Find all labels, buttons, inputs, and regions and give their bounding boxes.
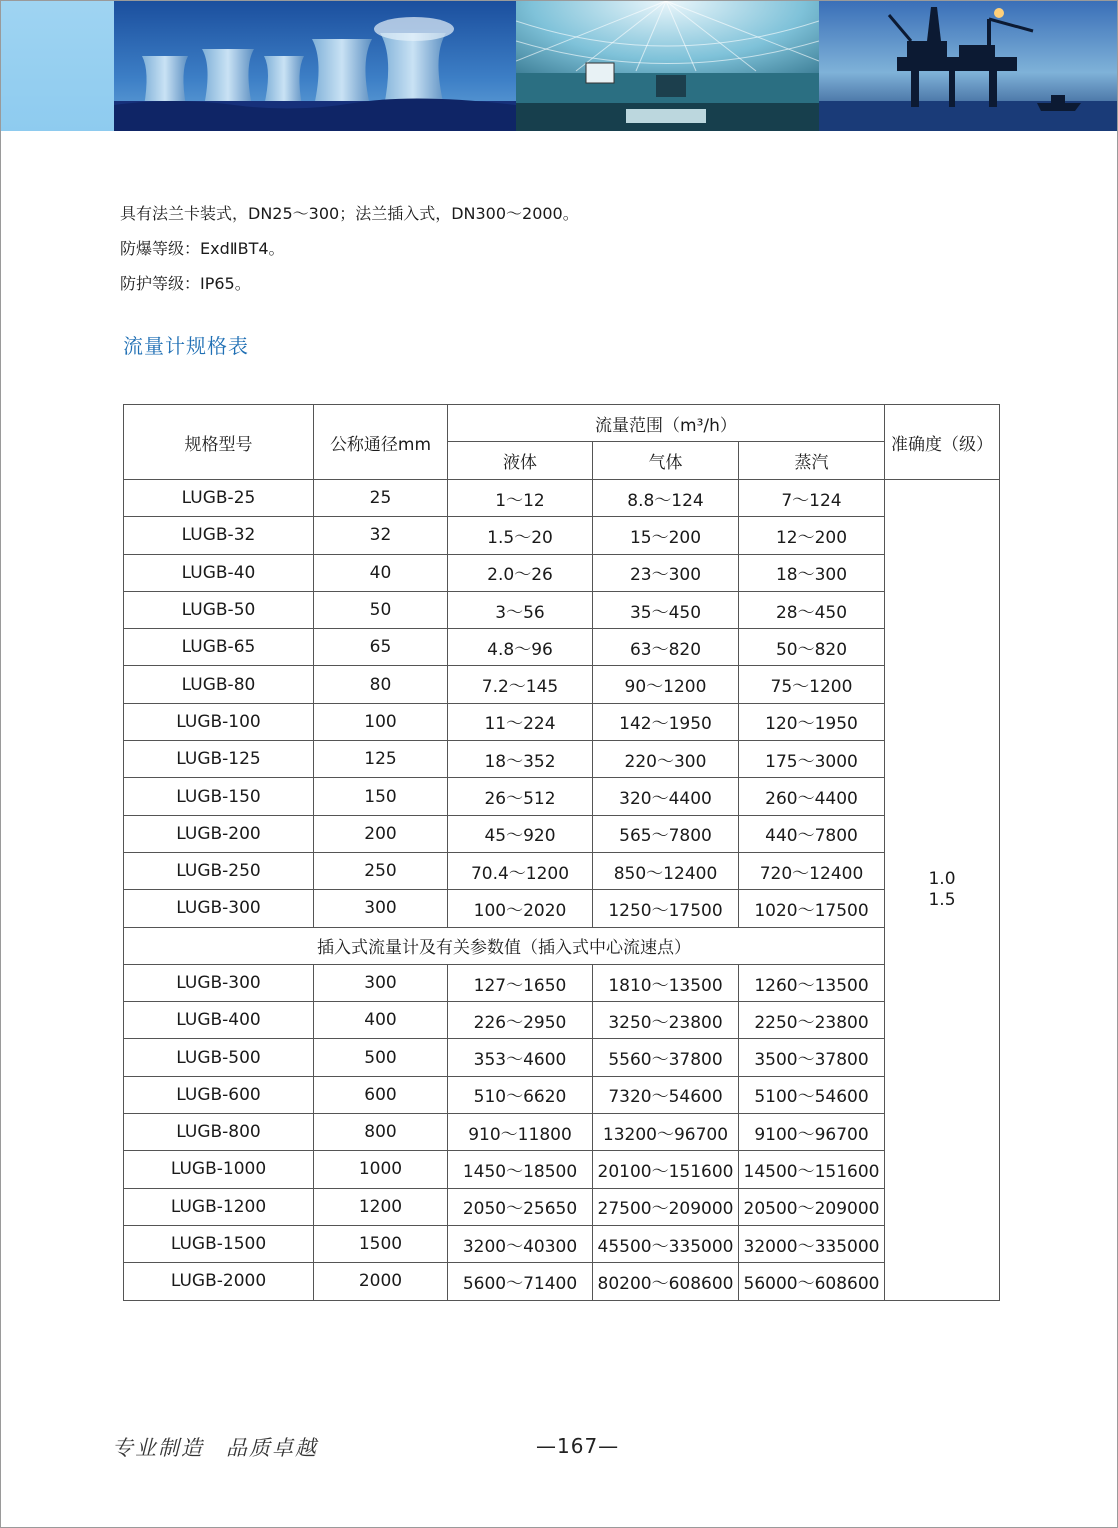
gas-range-cell: 320～4400 <box>593 778 739 815</box>
header-banner <box>1 1 1117 131</box>
diameter-cell: 400 <box>314 1002 448 1039</box>
gas-range-cell: 13200～96700 <box>593 1114 739 1151</box>
steam-range-cell: 7～124 <box>739 480 885 517</box>
diameter-cell: 200 <box>314 815 448 852</box>
diameter-cell: 300 <box>314 964 448 1001</box>
gas-range-cell: 20100～151600 <box>593 1151 739 1188</box>
slogan-part-2: 品质卓越 <box>226 1436 318 1460</box>
steam-range-cell: 260～4400 <box>739 778 885 815</box>
table-row <box>124 852 1000 889</box>
gas-range-cell: 80200～608600 <box>593 1263 739 1300</box>
table-row <box>124 554 1000 591</box>
gas-range-cell: 850～12400 <box>593 852 739 889</box>
steam-range-cell: 28～450 <box>739 591 885 628</box>
model-cell: LUGB-50 <box>124 591 314 628</box>
steam-range-cell: 9100～96700 <box>739 1114 885 1151</box>
diameter-cell: 300 <box>314 890 448 927</box>
gas-range-cell: 27500～209000 <box>593 1188 739 1225</box>
steam-range-cell: 20500～209000 <box>739 1188 885 1225</box>
control-room-photo <box>516 1 819 131</box>
table-row <box>124 1225 1000 1262</box>
table-row <box>124 815 1000 852</box>
liquid-range-cell: 45～920 <box>448 815 593 852</box>
diameter-cell: 1200 <box>314 1188 448 1225</box>
table-row <box>124 1114 1000 1151</box>
model-cell: LUGB-1000 <box>124 1151 314 1188</box>
diameter-cell: 125 <box>314 741 448 778</box>
model-cell: LUGB-125 <box>124 741 314 778</box>
gas-range-cell: 220～300 <box>593 741 739 778</box>
table-body <box>124 480 1000 1301</box>
gas-range-cell: 3250～23800 <box>593 1002 739 1039</box>
header-steam: 蒸汽 <box>739 442 885 480</box>
accuracy-cell <box>885 480 1000 1301</box>
liquid-range-cell: 1450～18500 <box>448 1151 593 1188</box>
liquid-range-cell: 3200～40300 <box>448 1225 593 1262</box>
footer-slogan <box>112 1432 318 1462</box>
steam-range-cell: 720～12400 <box>739 852 885 889</box>
banner-color-strip <box>1 1 114 131</box>
table-row <box>124 741 1000 778</box>
steam-range-cell: 18～300 <box>739 554 885 591</box>
table-row <box>124 1263 1000 1300</box>
gas-range-cell: 5560～37800 <box>593 1039 739 1076</box>
gas-range-cell: 1810～13500 <box>593 964 739 1001</box>
diameter-cell: 600 <box>314 1076 448 1113</box>
diameter-cell: 500 <box>314 1039 448 1076</box>
steam-range-cell: 56000～608600 <box>739 1263 885 1300</box>
gas-range-cell: 90～1200 <box>593 666 739 703</box>
liquid-range-cell: 353～4600 <box>448 1039 593 1076</box>
model-cell: LUGB-800 <box>124 1114 314 1151</box>
model-cell: LUGB-400 <box>124 1002 314 1039</box>
header-gas: 气体 <box>593 442 739 480</box>
steam-range-cell: 75～1200 <box>739 666 885 703</box>
table-row <box>124 964 1000 1001</box>
protection-spec: 防护等级：IP65。 <box>120 274 251 293</box>
liquid-range-cell: 4.8～96 <box>448 629 593 666</box>
model-cell: LUGB-300 <box>124 890 314 927</box>
diameter-cell: 25 <box>314 480 448 517</box>
liquid-range-cell: 910～11800 <box>448 1114 593 1151</box>
model-cell: LUGB-250 <box>124 852 314 889</box>
liquid-range-cell: 11～224 <box>448 703 593 740</box>
liquid-range-cell: 18～352 <box>448 741 593 778</box>
mounting-spec: 具有法兰卡装式，DN25～300；法兰插入式，DN300～2000。 <box>120 204 579 223</box>
header-flow-range: 流量范围（m³/h） <box>448 405 885 442</box>
flowmeter-spec-table <box>123 404 1000 1301</box>
header-liquid: 液体 <box>448 442 593 480</box>
table-row <box>124 890 1000 927</box>
table-row <box>124 629 1000 666</box>
steam-range-cell: 2250～23800 <box>739 1002 885 1039</box>
header-accuracy: 准确度（级） <box>885 405 1000 480</box>
table-row <box>124 1039 1000 1076</box>
diameter-cell: 150 <box>314 778 448 815</box>
steam-range-cell: 175～3000 <box>739 741 885 778</box>
steam-range-cell: 50～820 <box>739 629 885 666</box>
diameter-cell: 40 <box>314 554 448 591</box>
diameter-cell: 1000 <box>314 1151 448 1188</box>
steam-range-cell: 1020～17500 <box>739 890 885 927</box>
diameter-cell: 800 <box>314 1114 448 1151</box>
liquid-range-cell: 7.2～145 <box>448 666 593 703</box>
offshore-oil-rig-photo <box>819 1 1117 131</box>
liquid-range-cell: 1.5～20 <box>448 517 593 554</box>
steam-range-cell: 12～200 <box>739 517 885 554</box>
accuracy-value: 1.5 <box>928 889 956 910</box>
steam-range-cell: 120～1950 <box>739 703 885 740</box>
steam-range-cell: 440～7800 <box>739 815 885 852</box>
diameter-cell: 32 <box>314 517 448 554</box>
model-cell: LUGB-32 <box>124 517 314 554</box>
gas-range-cell: 1250～17500 <box>593 890 739 927</box>
table-row <box>124 703 1000 740</box>
table-row <box>124 666 1000 703</box>
diameter-cell: 100 <box>314 703 448 740</box>
steam-range-cell: 14500～151600 <box>739 1151 885 1188</box>
liquid-range-cell: 2050～25650 <box>448 1188 593 1225</box>
gas-range-cell: 565～7800 <box>593 815 739 852</box>
table-row <box>124 1151 1000 1188</box>
model-cell: LUGB-200 <box>124 815 314 852</box>
liquid-range-cell: 100～2020 <box>448 890 593 927</box>
diameter-cell: 250 <box>314 852 448 889</box>
insertion-section-title: 插入式流量计及有关参数值（插入式中心流速点） <box>124 927 885 964</box>
liquid-range-cell: 127～1650 <box>448 964 593 1001</box>
model-cell: LUGB-500 <box>124 1039 314 1076</box>
diameter-cell: 65 <box>314 629 448 666</box>
gas-range-cell: 35～450 <box>593 591 739 628</box>
model-cell: LUGB-100 <box>124 703 314 740</box>
header-model: 规格型号 <box>124 405 314 480</box>
diameter-cell: 1500 <box>314 1225 448 1262</box>
header-diameter: 公称通径mm <box>314 405 448 480</box>
model-cell: LUGB-150 <box>124 778 314 815</box>
gas-range-cell: 15～200 <box>593 517 739 554</box>
steam-range-cell: 5100～54600 <box>739 1076 885 1113</box>
model-cell: LUGB-1200 <box>124 1188 314 1225</box>
liquid-range-cell: 1～12 <box>448 480 593 517</box>
gas-range-cell: 142～1950 <box>593 703 739 740</box>
table-row <box>124 778 1000 815</box>
model-cell: LUGB-2000 <box>124 1263 314 1300</box>
model-cell: LUGB-40 <box>124 554 314 591</box>
steam-range-cell: 1260～13500 <box>739 964 885 1001</box>
table-row <box>124 1002 1000 1039</box>
model-cell: LUGB-600 <box>124 1076 314 1113</box>
model-cell: LUGB-300 <box>124 964 314 1001</box>
gas-range-cell: 7320～54600 <box>593 1076 739 1113</box>
table-row <box>124 1076 1000 1113</box>
diameter-cell: 50 <box>314 591 448 628</box>
model-cell: LUGB-80 <box>124 666 314 703</box>
insertion-section-row <box>124 927 1000 964</box>
liquid-range-cell: 5600～71400 <box>448 1263 593 1300</box>
liquid-range-cell: 3～56 <box>448 591 593 628</box>
explosion-proof-spec: 防爆等级：ExdⅡBT4。 <box>120 239 285 258</box>
diameter-cell: 80 <box>314 666 448 703</box>
diameter-cell: 2000 <box>314 1263 448 1300</box>
liquid-range-cell: 226～2950 <box>448 1002 593 1039</box>
accuracy-value: 1.0 <box>928 868 956 889</box>
section-title: 流量计规格表 <box>123 334 249 358</box>
gas-range-cell: 45500～335000 <box>593 1225 739 1262</box>
table-row <box>124 1188 1000 1225</box>
model-cell: LUGB-65 <box>124 629 314 666</box>
table-row <box>124 591 1000 628</box>
intro-specs <box>120 196 579 301</box>
steam-range-cell: 3500～37800 <box>739 1039 885 1076</box>
table-row <box>124 517 1000 554</box>
page-number: —167— <box>536 1434 620 1458</box>
table-row <box>124 480 1000 517</box>
liquid-range-cell: 2.0～26 <box>448 554 593 591</box>
slogan-part-1: 专业制造 <box>112 1436 204 1460</box>
liquid-range-cell: 510～6620 <box>448 1076 593 1113</box>
liquid-range-cell: 26～512 <box>448 778 593 815</box>
gas-range-cell: 23～300 <box>593 554 739 591</box>
model-cell: LUGB-25 <box>124 480 314 517</box>
gas-range-cell: 8.8～124 <box>593 480 739 517</box>
model-cell: LUGB-1500 <box>124 1225 314 1262</box>
steam-range-cell: 32000～335000 <box>739 1225 885 1262</box>
liquid-range-cell: 70.4～1200 <box>448 852 593 889</box>
cooling-towers-photo <box>114 1 516 131</box>
gas-range-cell: 63～820 <box>593 629 739 666</box>
